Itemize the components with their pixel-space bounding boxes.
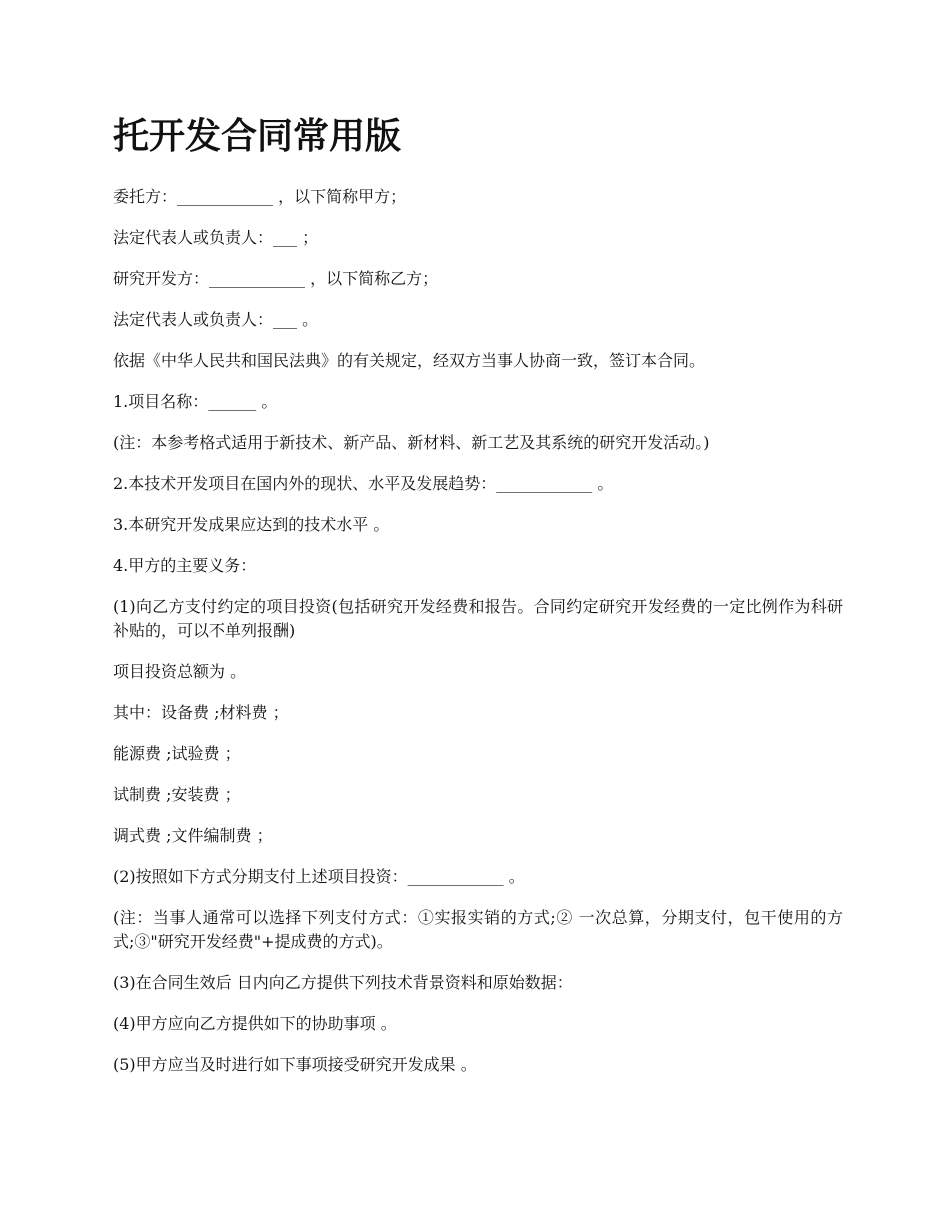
paragraph-status-trends: 2.本技术开发项目在国内外的现状、水平及发展趋势：____________ 。 xyxy=(113,474,614,493)
paragraph-cost-energy-test: 能源费 ;试验费 ； xyxy=(113,744,241,763)
paragraph-obligation-4: (4)甲方应向乙方提供如下的协助事项 。 xyxy=(113,1014,397,1033)
paragraph-cost-trial-install: 试制费 ;安装费 ； xyxy=(113,785,241,804)
paragraph-project-name: 1.项目名称：______ 。 xyxy=(113,392,278,411)
paragraph-technical-level: 3.本研究开发成果应达到的技术水平 。 xyxy=(113,515,390,534)
paragraph-cost-equipment-material: 其中：设备费 ;材料费 ； xyxy=(113,703,289,722)
document-page xyxy=(113,108,843,1094)
paragraph-total-investment: 项目投资总额为 。 xyxy=(113,662,247,681)
paragraph-note-payment: (注：当事人通常可以选择下列支付方式：①实报实销的方式;② 一次总算，分期支付，包干使用的方式;③"研究开发经费"+提成费的方式)。 xyxy=(113,908,843,951)
paragraph-developer-representative: 法定代表人或负责人：___ 。 xyxy=(113,310,319,329)
paragraph-client-representative: 法定代表人或负责人：___ ； xyxy=(113,228,319,247)
paragraph-note-scope: (注：本参考格式适用于新技术、新产品、新材料、新工艺及其系统的研究开发活动。) xyxy=(113,433,710,452)
paragraph-obligation-2: (2)按照如下方式分期支付上述项目投资：____________ 。 xyxy=(113,867,525,886)
paragraph-party-a-obligations: 4.甲方的主要义务： xyxy=(113,556,257,575)
paragraph-cost-debug-docs: 调式费 ;文件编制费 ； xyxy=(113,826,273,845)
paragraph-developer: 研究开发方：____________ ，以下简称乙方； xyxy=(113,269,439,288)
paragraph-obligation-1: (1)向乙方支付约定的项目投资(包括研究开发经费和报告。合同约定研究开发经费的一定比例作为科研补贴的，可以不单列报酬) xyxy=(113,597,843,640)
paragraph-legal-basis: 依据《中华人民共和国民法典》的有关规定，经双方当事人协商一致，签订本合同。 xyxy=(113,351,706,370)
paragraph-obligation-5: (5)甲方应当及时进行如下事项接受研究开发成果 。 xyxy=(113,1055,477,1074)
document-title: 托开发合同常用版 xyxy=(113,115,402,157)
paragraph-client: 委托方：____________ ，以下简称甲方； xyxy=(113,187,407,206)
paragraph-obligation-3: (3)在合同生效后 日内向乙方提供下列技术背景资料和原始数据： xyxy=(113,973,573,992)
